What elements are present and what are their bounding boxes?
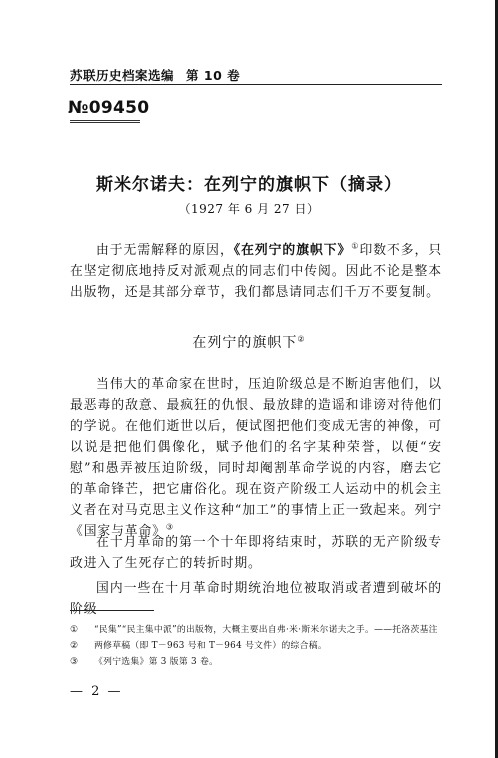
footnote-ref-3: ③ [165,522,174,532]
footnote-rule [70,610,154,611]
footnotes [70,622,442,670]
header-rule [70,84,442,85]
footnote-3 [70,654,442,670]
intro-text-end: 印数不多，只在坚定彻底地持反对派观点的同志们中传阅。因此不论是整本出版物，还是其部分章节，我们都恳请同志们千万不要复制。 [70,243,443,300]
book-title: 苏联历史档案选编 [70,68,175,83]
footnote-1 [70,622,442,638]
footnote-text: 两修草稿（即 T－963 号和 T－964 号文件）的综合稿。 [94,641,327,651]
footnote-mark: ③ [70,657,79,667]
section-subtitle-text: 在列宁的旗帜下 [192,335,298,351]
intro-text-start: 由于无需解释的原因， [96,243,234,258]
intro-bold-title: 《在列宁的旗帜下》 [233,243,352,258]
document-number: №09450 [68,98,150,118]
footnote-mark: ② [70,641,79,651]
footnote-text: “民集”“民主集中派”的出版物，大概主要出自弗·米·斯米尔诺夫之手。——托洛茨基注 [94,625,438,635]
footnote-ref-1: ① [351,241,360,251]
volume-label: 第 10 卷 [186,68,241,83]
running-header [70,66,240,84]
document-title: 斯米尔诺夫：在列宁的旗帜下（摘录） [96,175,402,195]
footnote-text: 《列宁选集》第 3 版第 3 卷。 [94,657,219,667]
body-paragraph-1 [70,374,442,542]
footnote-ref-2: ② [297,334,306,344]
document-date: （1927 年 6 月 27 日） [178,202,320,216]
footnote-mark: ① [70,625,79,635]
page-number: — 2 — [70,684,123,699]
section-subtitle [0,332,498,352]
body-paragraph-1-text: 当伟大的革命家在世时，压迫阶级总是不断迫害他们，以最恶毒的敌意、最疯狂的仇恨、最放肆的造谣和诽谤对待他们的学说。在他们逝世以后，便试图把他们变成无害的神像，可以说是把他们偶像化，赋予他们的名字某种荣誉，以便“安慰”和愚弄被压迫阶级，同时却阉割革命学说的内容，磨去它的革命锋芒，把它庸俗化。现在资产阶级工人运动中的机会主义者在对马克思主义作这种“加工”的事情上正一致起来。列宁《国家与革命》 [70,377,442,539]
footnote-2 [70,638,442,654]
document-number-underline [70,120,140,123]
body-paragraph-3: 国内一些在十月革命时期统治地位被取消或者遭到破坏的阶级 [70,581,442,617]
body-paragraph-2: 在十月革命的第一个十年即将结束时，苏联的无产阶级专政进入了生死存亡的转折时期。 [70,535,442,571]
intro-paragraph [70,240,442,303]
